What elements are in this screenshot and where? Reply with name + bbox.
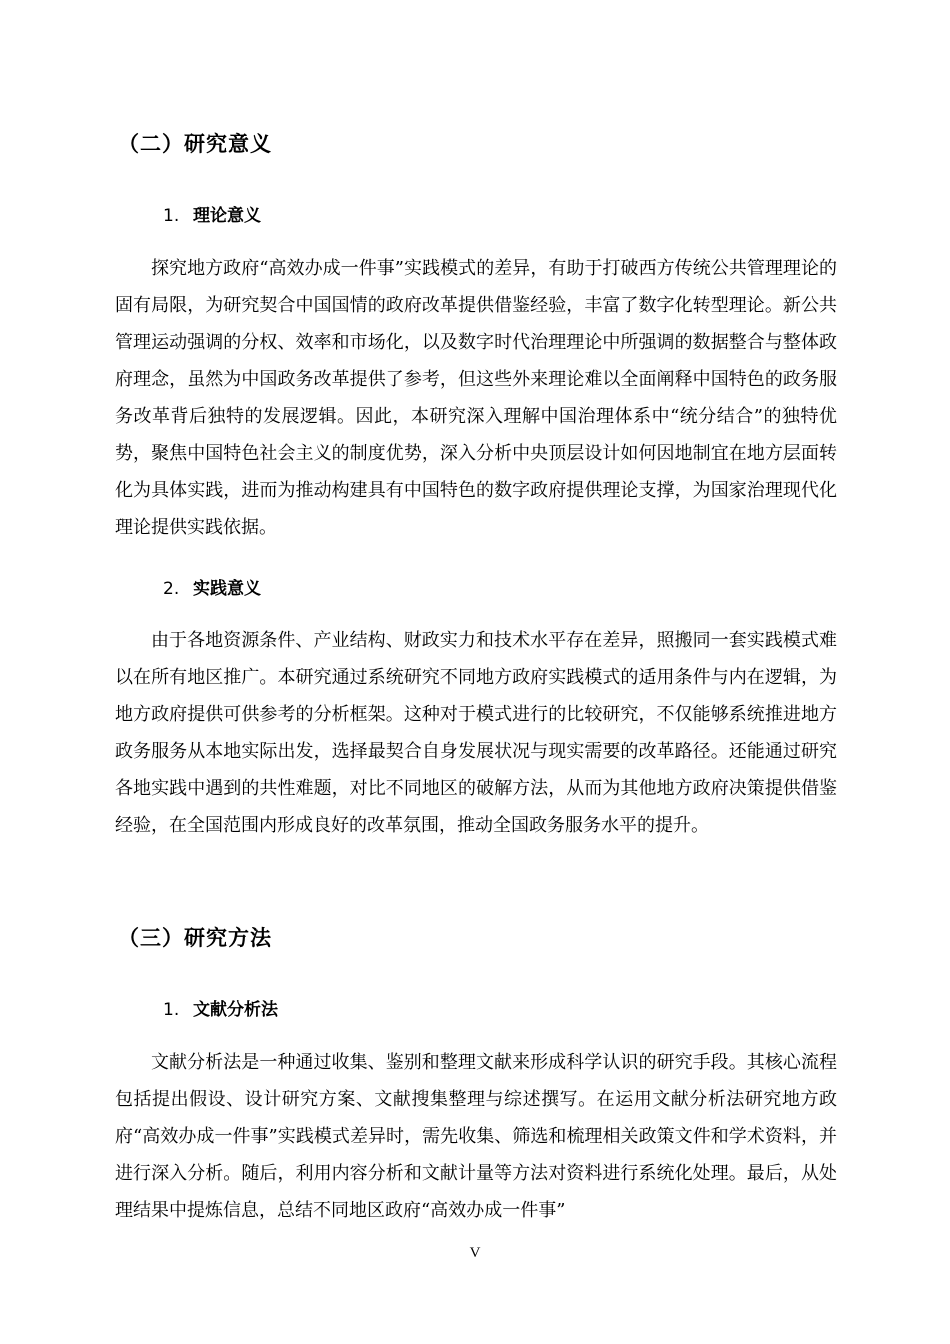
subheading-number: 1. xyxy=(163,206,180,226)
subheading-literature-analysis xyxy=(163,995,278,1020)
subheading-theoretical-significance xyxy=(163,201,261,226)
subheading-number: 2. xyxy=(163,579,180,599)
subheading-number: 1. xyxy=(163,1000,180,1020)
section-heading-research-significance: （二）研究意义 xyxy=(118,132,272,156)
subheading-practical-significance xyxy=(163,574,261,599)
subheading-title: 理论意义 xyxy=(193,206,261,226)
paragraph-literature-analysis: 文献分析法是一种通过收集、鉴别和整理文献来形成科学认识的研究手段。其核心流程包括提出假设、设计研究方案、文献搜集整理与综述撰写。在运用文献分析法研究地方政府“高效办成一件事”实践模式差异时，需先收集、筛选和梳理相关政策文件和学术资料，并进行深入分析。随后，利用内容分析和文献计量等方法对资料进行系统化处理。最后，从处理结果中提炼信息，总结不同地区政府“高效办成一件事” xyxy=(115,1052,837,1221)
subheading-title: 实践意义 xyxy=(193,579,261,599)
paragraph-theoretical-significance: 探究地方政府“高效办成一件事”实践模式的差异，有助于打破西方传统公共管理理论的固有局限，为研究契合中国国情的政府改革提供借鉴经验，丰富了数字化转型理论。新公共管理运动强调的分权、效率和市场化，以及数字时代治理理论中所强调的数据整合与整体政府理念，虽然为中国政务改革提供了参考，但这些外来理论难以全面阐释中国特色的政务服务改革背后独特的发展逻辑。因此，本研究深入理解中国治理体系中“统分结合”的独特优势，聚焦中国特色社会主义的制度优势，深入分析中央顶层设计如何因地制宜在地方层面转化为具体实践，进而为推动构建具有中国特色的数字政府提供理论支撑，为国家治理现代化理论提供实践依据。 xyxy=(115,258,837,538)
page-number: V xyxy=(469,1245,481,1261)
section-heading-research-methods: （三）研究方法 xyxy=(118,926,272,950)
subheading-title: 文献分析法 xyxy=(193,1000,278,1020)
paragraph-practical-significance: 由于各地资源条件、产业结构、财政实力和技术水平存在差异，照搬同一套实践模式难以在所有地区推广。本研究通过系统研究不同地方政府实践模式的适用条件与内在逻辑，为地方政府提供可供参考的分析框架。这种对于模式进行的比较研究，不仅能够系统推进地方政务服务从本地实际出发，选择最契合自身发展状况与现实需要的改革路径。还能通过研究各地实践中遇到的共性难题，对比不同地区的破解方法，从而为其他地方政府决策提供借鉴经验，在全国范围内形成良好的改革氛围，推动全国政务服务水平的提升。 xyxy=(115,630,837,836)
